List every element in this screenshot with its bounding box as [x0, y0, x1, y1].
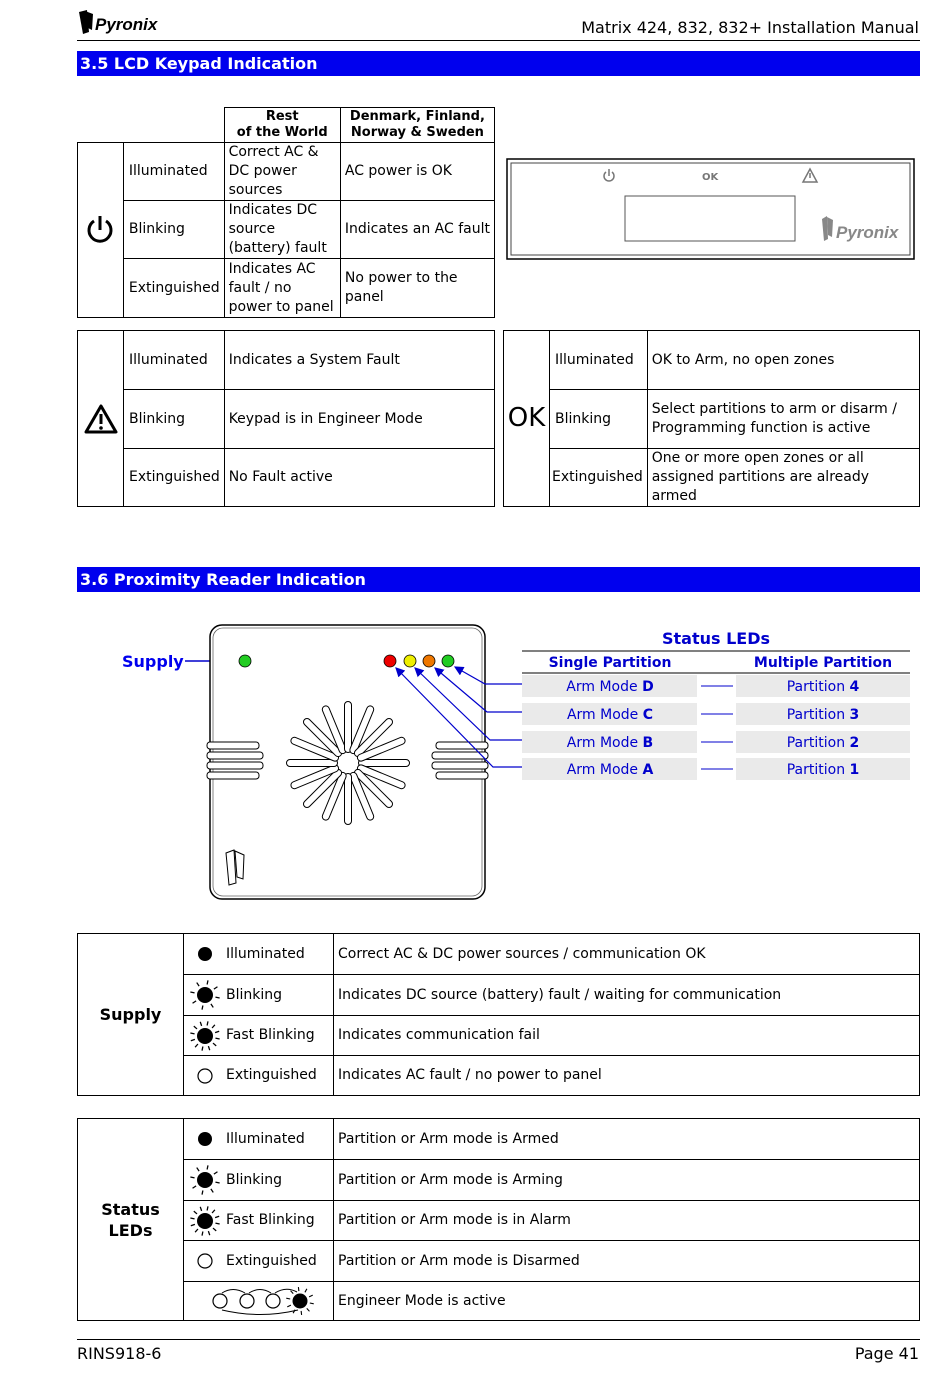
led-off-icon: [184, 1251, 226, 1271]
multi-row-4: Partition 4: [786, 679, 860, 695]
svg-text:Pyronix: Pyronix: [95, 15, 158, 34]
multi-row-1: Partition 1: [786, 762, 860, 778]
state-label: Blinking: [550, 390, 648, 449]
supply-state-cell: [184, 975, 334, 1016]
fault-led-table: [77, 330, 495, 507]
single-partition-header: Single Partition: [548, 655, 672, 671]
supply-text: Correct AC & DC power sources / communication OK: [334, 934, 920, 975]
col-nordic: Denmark, Finland, Norway & Sweden: [340, 108, 494, 143]
status-state-cell: [184, 1241, 334, 1282]
state-label: Illuminated: [226, 1130, 305, 1147]
header-logo: [77, 8, 167, 36]
status-text: Partition or Arm mode is in Alarm: [334, 1201, 920, 1241]
state-label: Extinguished: [123, 259, 224, 318]
status-led-table: [77, 1118, 920, 1321]
multi-row-3: Partition 3: [786, 707, 860, 723]
section-3-6-title: 3.6 Proximity Reader Indication: [77, 567, 920, 592]
status-table-label: Status LEDs: [78, 1119, 184, 1321]
led-chase-icon: [200, 1285, 318, 1317]
status-state-cell: [184, 1282, 334, 1321]
supply-label: Supply: [122, 652, 184, 671]
status-state-cell: [184, 1201, 334, 1241]
state-label: Blinking: [226, 1171, 283, 1188]
col-rest-of-world: Rest of the World: [224, 108, 340, 143]
led-fast-blink-icon: [184, 1020, 226, 1052]
status-leds-title: Status LEDs: [661, 629, 771, 648]
led-blink-icon: [184, 979, 226, 1011]
nordic-text: AC power is OK: [340, 143, 494, 201]
supply-text: Indicates AC fault / no power to panel: [334, 1056, 920, 1096]
status-text: Partition or Arm mode is Armed: [334, 1119, 920, 1160]
led-blink-icon: [184, 1164, 226, 1196]
proximity-reader-diagram: [0, 615, 950, 905]
rest-text: Indicates AC fault / no power to panel: [224, 259, 340, 318]
led-on-icon: [184, 944, 226, 964]
state-label: Illuminated: [124, 331, 225, 390]
supply-state-cell: [184, 934, 334, 975]
pyronix-logo-icon: [77, 8, 167, 36]
svg-text:OK: OK: [702, 172, 719, 183]
status-text: Partition or Arm mode is Arming: [334, 1160, 920, 1201]
status-led-d: [384, 655, 396, 667]
supply-text: Indicates DC source (battery) fault / waiting for communication: [334, 975, 920, 1016]
state-label: Extinguished: [226, 1252, 317, 1269]
single-row-c: Arm Mode C: [566, 707, 654, 723]
multi-row-2: Partition 2: [786, 735, 860, 751]
doc-ref: RINS918-6: [77, 1344, 162, 1363]
status-led-a: [442, 655, 454, 667]
state-label: Illuminated: [550, 331, 648, 390]
fault-text: Indicates a System Fault: [224, 331, 494, 390]
multiple-partition-header: Multiple Partition: [753, 655, 893, 671]
supply-led: [239, 655, 251, 667]
fault-text: No Fault active: [224, 449, 494, 507]
led-on-icon: [184, 1129, 226, 1149]
fault-text: Keypad is in Engineer Mode: [224, 390, 494, 449]
keypad-illustration: [506, 157, 917, 261]
svg-text:Pyronix: Pyronix: [836, 223, 899, 242]
state-label: Fast Blinking: [226, 1027, 315, 1043]
status-mapping-rows: [522, 675, 910, 780]
supply-text: Indicates communication fail: [334, 1016, 920, 1056]
state-label: Illuminated: [123, 143, 224, 201]
supply-state-cell: [184, 1056, 334, 1096]
state-label: Blinking: [123, 201, 224, 259]
nordic-text: No power to the panel: [340, 259, 494, 318]
supply-state-cell: [184, 1016, 334, 1056]
led-fast-blink-icon: [184, 1205, 226, 1237]
single-row-d: Arm Mode D: [566, 679, 654, 695]
status-text: Partition or Arm mode is Disarmed: [334, 1241, 920, 1282]
supply-led-table: [77, 933, 920, 1096]
ok-icon: OK: [504, 331, 550, 507]
ok-text: Select partitions to arm or disarm / Programming function is active: [647, 390, 919, 449]
state-label: Extinguished: [226, 1067, 317, 1083]
ok-text: One or more open zones or all assigned partitions are already armed: [647, 449, 919, 507]
status-led-c: [404, 655, 416, 667]
rest-text: Indicates DC source (battery) fault: [224, 201, 340, 259]
single-row-a: Arm Mode A: [566, 762, 654, 778]
led-off-icon: [184, 1066, 226, 1086]
status-text: Engineer Mode is active: [334, 1282, 920, 1321]
state-label: Fast Blinking: [226, 1212, 315, 1228]
single-row-b: Arm Mode B: [566, 735, 654, 751]
state-label: Blinking: [124, 390, 225, 449]
status-state-cell: [184, 1160, 334, 1201]
page-number: Page 41: [854, 1344, 919, 1363]
warning-icon: [84, 404, 118, 434]
ok-led-table: [503, 330, 920, 507]
power-icon-cell: [78, 143, 124, 318]
nordic-text: Indicates an AC fault: [340, 201, 494, 259]
supply-table-label: Supply: [78, 934, 184, 1096]
status-state-cell: [184, 1119, 334, 1160]
state-label: Blinking: [226, 986, 283, 1003]
document-title: Matrix 424, 832, 832+ Installation Manual: [581, 18, 919, 37]
power-icon: [83, 213, 117, 247]
footer-rule: [77, 1339, 920, 1340]
rest-text: Correct AC & DC power sources: [224, 143, 340, 201]
state-label: Extinguished: [550, 449, 648, 507]
state-label: Illuminated: [226, 945, 305, 962]
power-led-table: [77, 107, 495, 318]
warning-icon-cell: [78, 331, 124, 507]
header-rule: [77, 40, 920, 41]
status-led-b: [423, 655, 435, 667]
ok-text: OK to Arm, no open zones: [647, 331, 919, 390]
state-label: Extinguished: [124, 449, 225, 507]
section-3-5-title: 3.5 LCD Keypad Indication: [77, 51, 920, 76]
